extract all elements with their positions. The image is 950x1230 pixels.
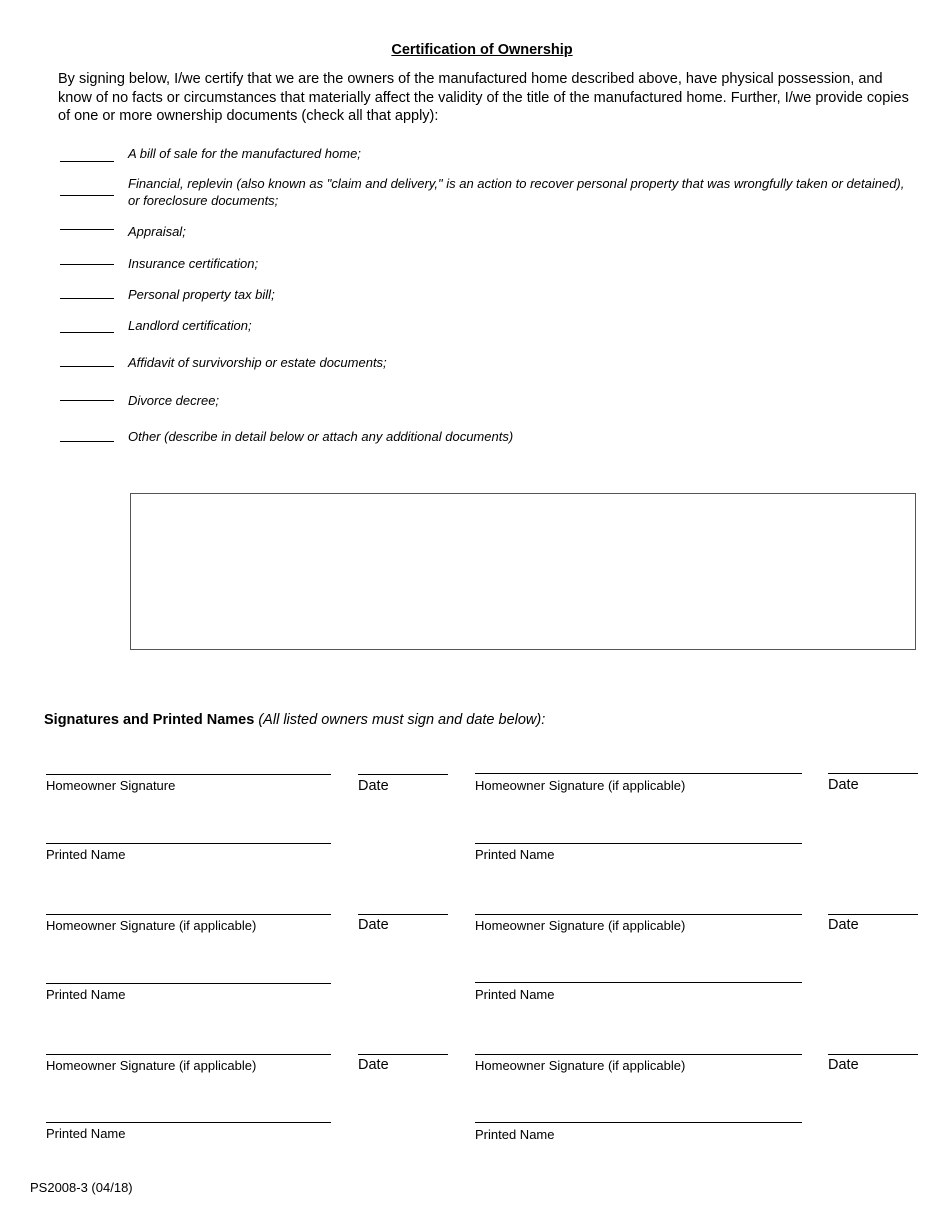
date-line[interactable] (358, 914, 448, 915)
signatures-heading-bold: Signatures and Printed Names (44, 712, 255, 728)
date-label: Date (828, 777, 859, 793)
printed-name-line[interactable] (46, 843, 331, 844)
date-label: Date (828, 917, 859, 933)
signature-line[interactable] (475, 1054, 802, 1055)
option-other: Other (describe in detail below or attach any additional documents) (128, 429, 514, 444)
option-landlord: Landlord certification; (128, 318, 252, 333)
check-blank-other[interactable] (60, 441, 114, 442)
signature-label: Homeowner Signature (if applicable) (46, 1058, 257, 1073)
option-appraisal: Appraisal; (128, 224, 186, 239)
date-label: Date (828, 1057, 859, 1073)
other-details-box[interactable] (130, 493, 916, 650)
signatures-heading (44, 712, 545, 728)
check-blank-tax-bill[interactable] (60, 298, 114, 299)
signature-line[interactable] (475, 914, 802, 915)
date-label: Date (358, 917, 389, 933)
signature-line[interactable] (46, 914, 331, 915)
check-blank-divorce[interactable] (60, 400, 114, 401)
printed-name-line[interactable] (475, 843, 802, 844)
printed-name-label: Printed Name (46, 1126, 126, 1141)
signature-label: Homeowner Signature (if applicable) (475, 1058, 686, 1073)
option-insurance: Insurance certification; (128, 256, 259, 271)
printed-name-line[interactable] (475, 982, 802, 983)
check-blank-insurance[interactable] (60, 264, 114, 265)
printed-name-label: Printed Name (46, 847, 126, 862)
signatures-heading-note: (All listed owners must sign and date below): (258, 712, 546, 728)
option-bill-of-sale: A bill of sale for the manufactured home; (128, 146, 361, 161)
form-number-footer: PS2008-3 (04/18) (30, 1180, 133, 1195)
date-label: Date (358, 1057, 389, 1073)
printed-name-line[interactable] (475, 1122, 802, 1123)
check-blank-appraisal[interactable] (60, 229, 114, 230)
printed-name-label: Printed Name (475, 1127, 555, 1142)
option-tax-bill: Personal property tax bill; (128, 287, 275, 302)
signature-line[interactable] (46, 1054, 331, 1055)
date-line[interactable] (828, 773, 918, 774)
date-label: Date (358, 778, 389, 794)
signature-label: Homeowner Signature (if applicable) (475, 918, 686, 933)
date-line[interactable] (828, 914, 918, 915)
intro-paragraph: By signing below, I/we certify that we are the owners of the manufactured home described above, have physical possession, and know of no facts or circumstances that materially affect the validity of the title of the manufactured home. Further, I/we provide copies of one or more ownership documents (check all that apply): (58, 71, 909, 124)
option-divorce: Divorce decree; (128, 393, 220, 408)
signature-line[interactable] (475, 773, 802, 774)
check-blank-financial[interactable] (60, 195, 114, 196)
check-blank-landlord[interactable] (60, 332, 114, 333)
signature-label: Homeowner Signature (if applicable) (475, 778, 686, 793)
printed-name-label: Printed Name (475, 847, 555, 862)
printed-name-label: Printed Name (46, 987, 126, 1002)
signature-label: Homeowner Signature (46, 778, 176, 793)
date-line[interactable] (358, 774, 448, 775)
signature-label: Homeowner Signature (if applicable) (46, 918, 257, 933)
date-line[interactable] (828, 1054, 918, 1055)
signature-line[interactable] (46, 774, 331, 775)
check-blank-bill-of-sale[interactable] (60, 161, 114, 162)
option-affidavit: Affidavit of survivorship or estate documents; (128, 355, 387, 370)
date-line[interactable] (358, 1054, 448, 1055)
check-blank-affidavit[interactable] (60, 366, 114, 367)
option-financial: Financial, replevin (also known as "claim and delivery," is an action to recover personal property that was wrongfully taken or detained), or foreclosure documents; (128, 176, 905, 208)
printed-name-label: Printed Name (475, 987, 555, 1002)
printed-name-line[interactable] (46, 1122, 331, 1123)
printed-name-line[interactable] (46, 983, 331, 984)
page-title: Certification of Ownership (391, 42, 573, 58)
